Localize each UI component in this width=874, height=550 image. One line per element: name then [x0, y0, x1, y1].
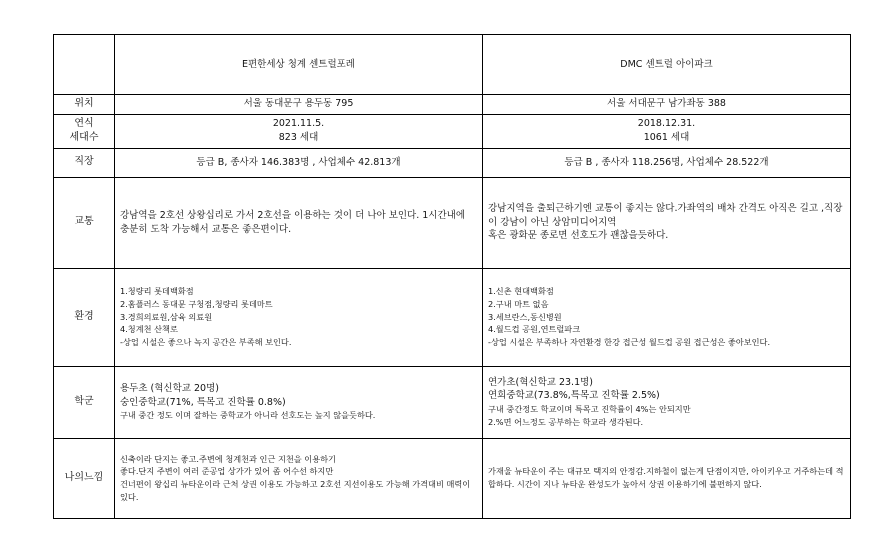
year-a — [115, 114, 483, 148]
location-row — [54, 95, 851, 115]
environment-b-item: -상업 시설은 부족하나 자연환경 한강 접근성 월드컵 공원 접근성은 좋아보인다. — [488, 337, 771, 348]
traffic-b-line: 강남지역을 출퇴근하기엔 교통이 좋지는 않다.가좌역의 배차 간격도 아직은 길고 ,직장이 강남이 아닌 상암미디어지역 — [488, 202, 843, 228]
impression-row — [54, 438, 851, 518]
school-a-line: 용두초 (혁신학교 20명) — [120, 382, 219, 394]
impression-a-line: 신축이라 단지는 좋고.주변에 청계천과 인근 지천을 이용하기 — [120, 453, 336, 464]
header-row — [54, 35, 851, 95]
school-a-line: 구내 중간 정도 이며 잘하는 중학교가 아니라 선호도는 높지 않을듯하다. — [120, 410, 376, 421]
traffic-a: 강남역을 2호선 상왕십리로 가서 2호선을 이용하는 것이 더 나아 보인다. 1시간내에 충분히 도착 가능해서 교통은 좋은편이다. — [115, 177, 483, 268]
environment-row — [54, 268, 851, 366]
impression-a-line: 건너편이 왕십리 뉴타운이라 근처 상권 이용도 가능하고 2호선 지선이용도 가능해 가격대비 매력이 있다. — [120, 479, 471, 502]
job-b: 등급 B , 종사자 118.256명, 사업체수 28.522개 — [483, 148, 851, 177]
year-a-units: 823 세대 — [278, 132, 319, 143]
school-label: 학군 — [54, 366, 115, 438]
environment-a-item: 3.경희의료원,삼육 의료원 — [120, 311, 213, 322]
traffic-b-line: 혹은 광화문 종로면 선호도가 괜찮을듯하다. — [488, 230, 669, 242]
school-b-line: 연희중학교(73.8%,특목고 진학률 2.5%) — [488, 390, 660, 402]
impression-a-line: 좋다.단지 주변이 여러 준공업 상가가 있어 좀 어수선 하지만 — [120, 466, 334, 477]
year-b-units: 1061 세대 — [643, 132, 690, 143]
school-b-line: 연가초(혁신학교 23.1명) — [488, 376, 594, 388]
header-empty-cell — [54, 35, 115, 95]
environment-b — [483, 268, 851, 366]
traffic-row — [54, 177, 851, 268]
location-b: 서울 서대문구 남가좌동 388 — [483, 95, 851, 115]
header-apartment-b: DMC 센트럴 아이파크 — [483, 35, 851, 95]
impression-b: 가재울 뉴타운이 주는 대규모 택지의 안정감.지하철이 없는게 단점이지만, 아이키우고 거주하는데 적합하다. 시간이 지나 뉴타운 완성도가 높아서 상권 이용하기에 불편하지 않다. — [483, 438, 851, 518]
job-row — [54, 148, 851, 177]
environment-b-item: 2.구내 마트 없음 — [488, 298, 549, 309]
environment-a-item: 2.홈플러스 동대문 구청점,청량리 롯데마트 — [120, 298, 273, 309]
school-row — [54, 366, 851, 438]
impression-a — [115, 438, 483, 518]
environment-a-item: 1.청량리 롯데백화점 — [120, 286, 194, 297]
job-label: 직장 — [54, 148, 115, 177]
school-a-line: 숭인중학교(71%, 특목고 진학률 0.8%) — [120, 396, 286, 408]
year-row — [54, 114, 851, 148]
environment-a-item: 4.청계천 산책로 — [120, 324, 178, 335]
year-label — [54, 114, 115, 148]
traffic-b — [483, 177, 851, 268]
year-a-date: 2021.11.5. — [272, 118, 325, 130]
school-a — [115, 366, 483, 438]
year-label-2: 세대수 — [69, 132, 99, 143]
job-a: 등급 B, 종사자 146.383명 , 사업체수 42.813개 — [115, 148, 483, 177]
school-b — [483, 366, 851, 438]
environment-a — [115, 268, 483, 366]
year-label-1: 연식 — [74, 117, 94, 129]
school-b-line: 2.%면 어느정도 공부하는 학교라 생각된다. — [488, 416, 644, 427]
impression-label: 나의느낌 — [54, 438, 115, 518]
environment-b-item: 1.신촌 현대백화점 — [488, 286, 554, 297]
year-b — [483, 114, 851, 148]
header-apartment-a: E편한세상 청계 센트럴포레 — [115, 35, 483, 95]
location-label: 위치 — [54, 95, 115, 115]
environment-label: 환경 — [54, 268, 115, 366]
environment-b-item: 4.월드컵 공원,연트럴파크 — [488, 324, 581, 335]
school-b-line: 구내 중간정도 학교이며 특목고 진학률이 4%는 안되지만 — [488, 404, 691, 415]
traffic-label: 교통 — [54, 177, 115, 268]
comparison-table — [53, 34, 851, 519]
environment-a-item: -상업 시설은 좋으나 녹지 공간은 부족해 보인다. — [120, 337, 292, 348]
location-a: 서울 동대문구 용두동 795 — [115, 95, 483, 115]
environment-b-item: 3.세브란스,동신병원 — [488, 311, 562, 322]
year-b-date: 2018.12.31. — [637, 118, 696, 130]
